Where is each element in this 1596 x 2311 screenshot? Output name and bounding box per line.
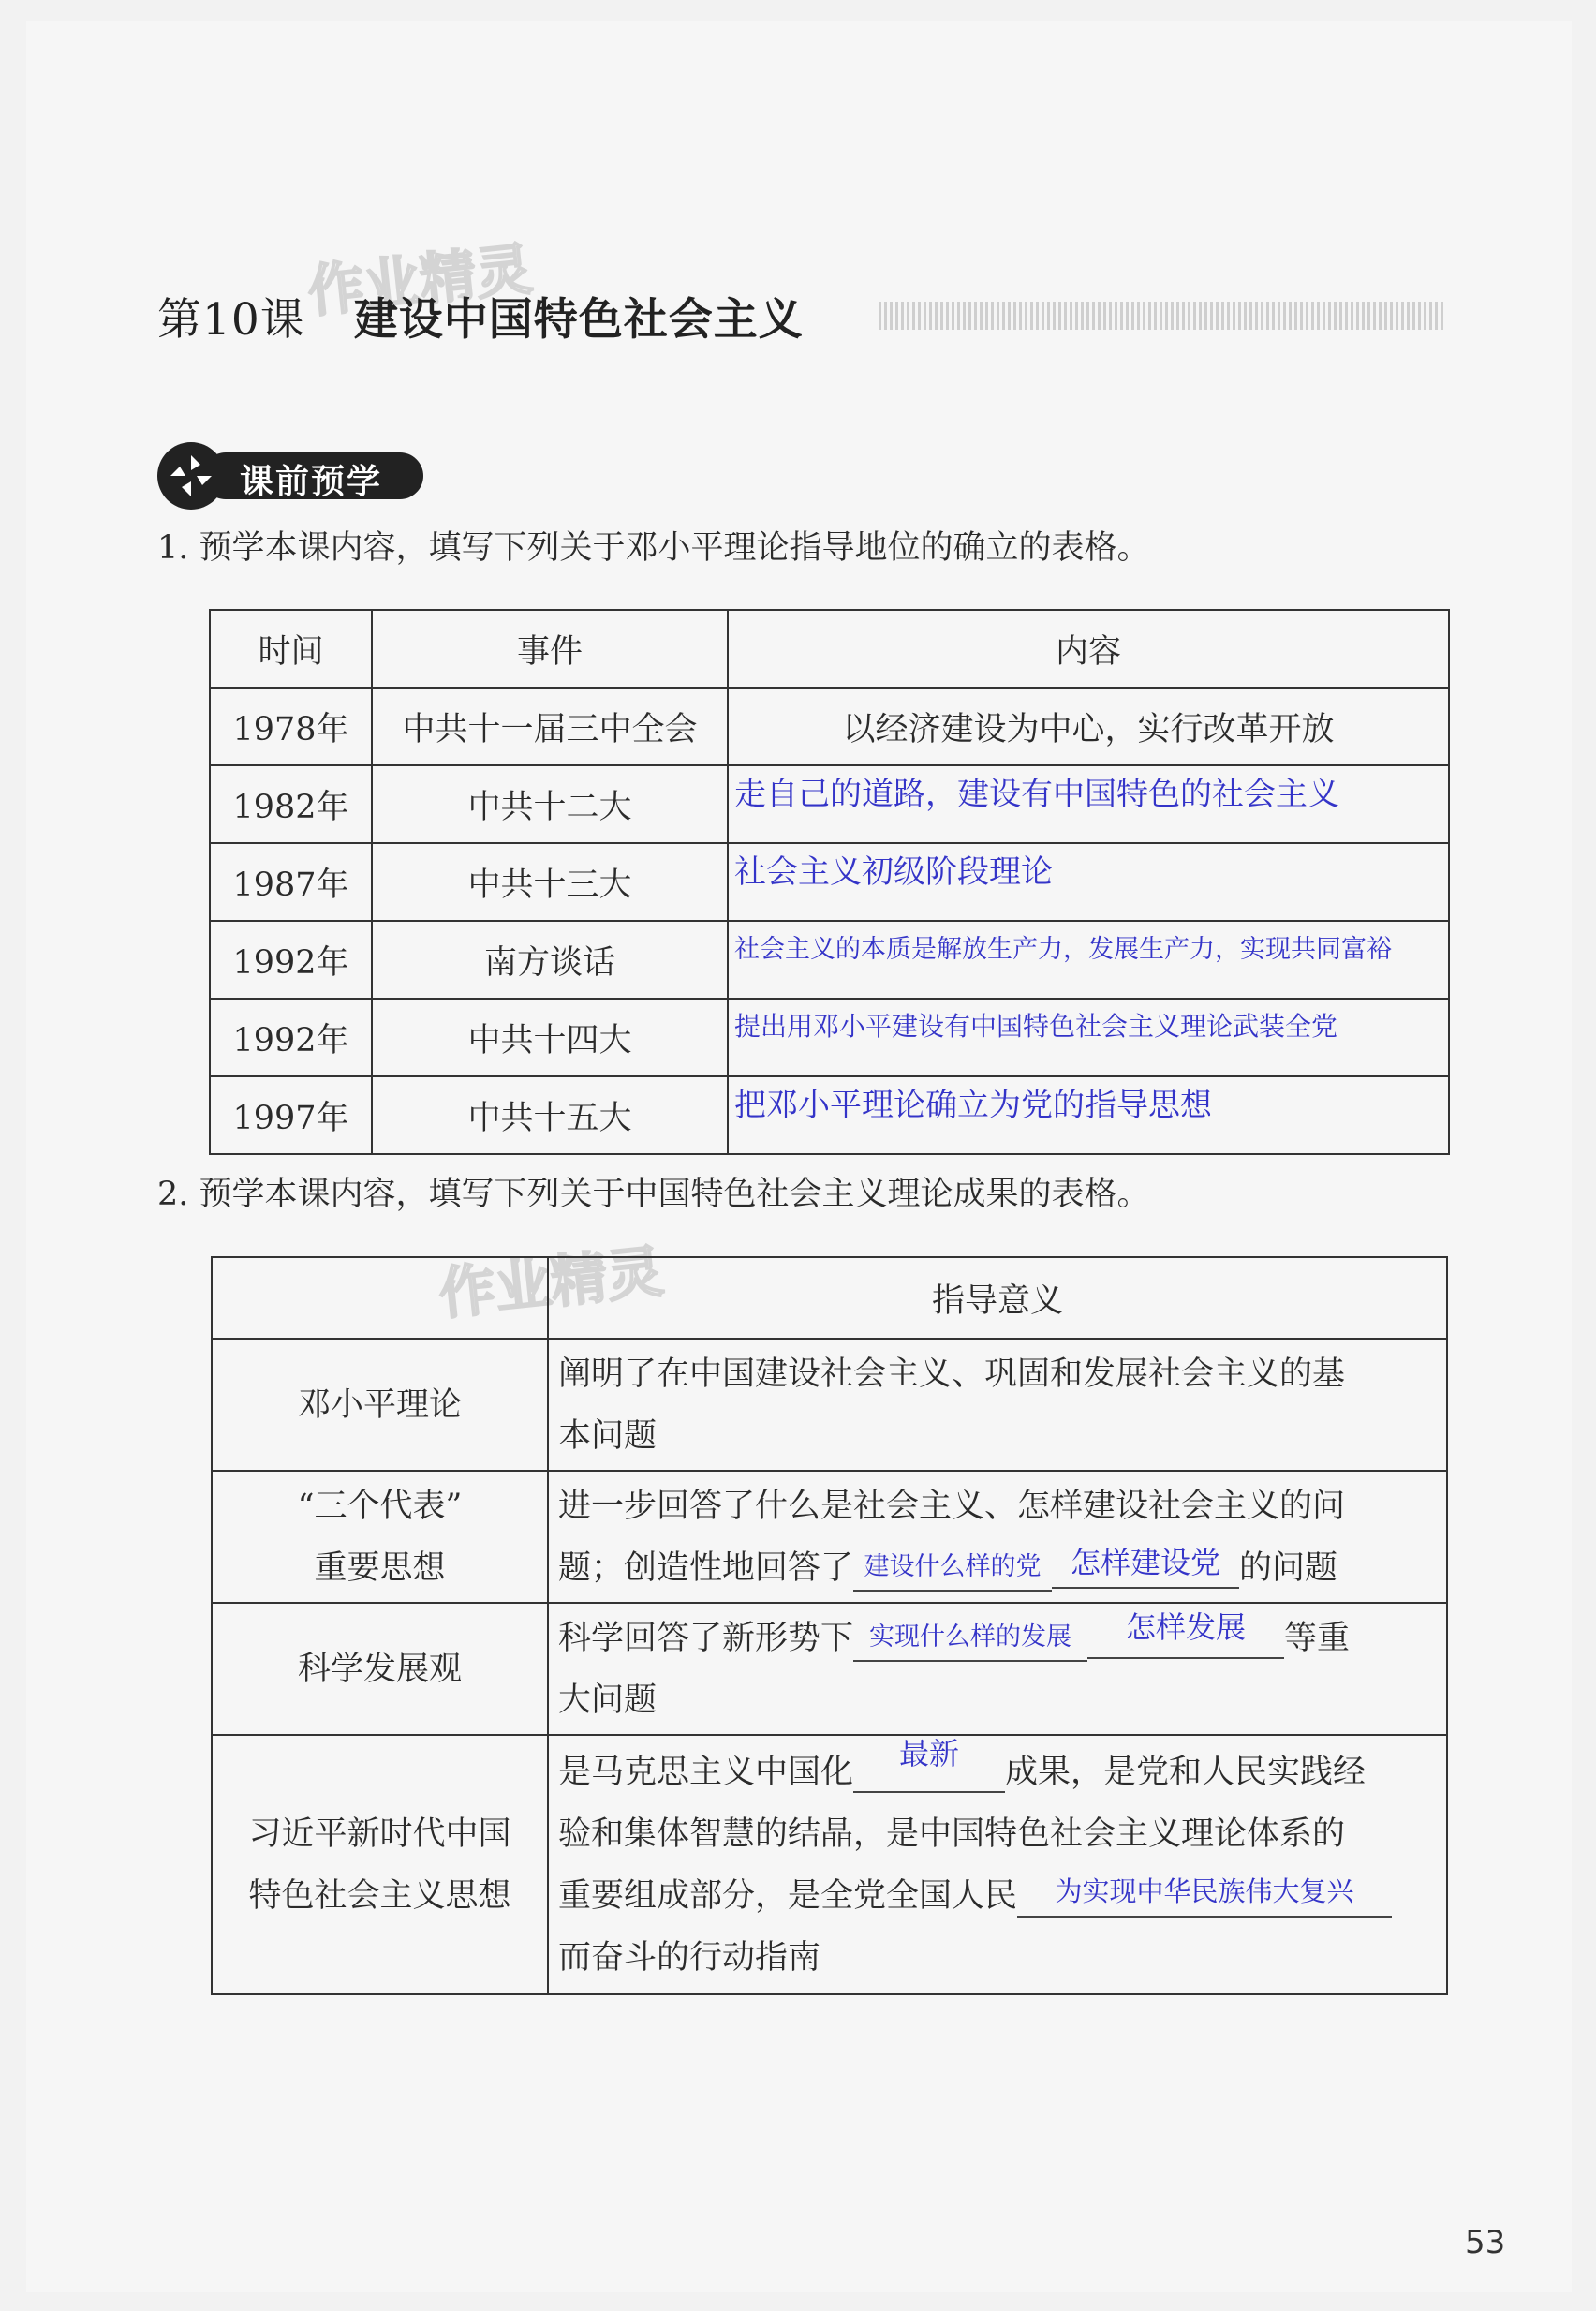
significance-cell (548, 1603, 1447, 1735)
lesson-title-text: 建设中国特色社会主义 (353, 294, 804, 346)
text-line (558, 1735, 1441, 1803)
section-badge (157, 442, 438, 508)
handwritten-answer: 实现什么样的发展 (869, 1622, 1072, 1652)
answer-blank (853, 1735, 1005, 1793)
lesson-number: 第10课 (157, 294, 305, 346)
cell-event: 中共十三大 (372, 843, 728, 921)
cell-time: 1992年 (210, 999, 372, 1076)
table-row (210, 843, 1449, 921)
handwritten-answer: 最新 (899, 1735, 960, 1771)
lesson-title (157, 285, 804, 348)
handwritten-answer: 怎样建设党 (1071, 1544, 1221, 1580)
cell-answer (728, 843, 1449, 921)
theory-name-line: 习近平新时代中国 (248, 1815, 511, 1853)
text-line: 本问题 (558, 1416, 658, 1455)
header-empty (212, 1257, 548, 1339)
cell-time: 1978年 (210, 688, 372, 765)
handwritten-answer: 社会主义初级阶段理论 (734, 853, 1053, 891)
table-row (210, 1076, 1449, 1154)
text-fragment: 题；创造性地回答了 (558, 1548, 854, 1587)
header-content: 内容 (728, 610, 1449, 688)
answer-blank (1052, 1544, 1239, 1589)
page-number: 53 (1465, 2224, 1506, 2261)
theory-name (212, 1471, 548, 1603)
cell-event: 中共十五大 (372, 1076, 728, 1154)
theory-name: 科学发展观 (212, 1603, 548, 1735)
handwritten-answer: 走自己的道路，建设有中国特色的社会主义 (734, 776, 1339, 813)
answer-blank (853, 1620, 1087, 1662)
table-deng-theory (209, 609, 1450, 1155)
handwritten-answer: 建设什么样的党 (864, 1551, 1042, 1581)
text-line: 进一步回答了什么是社会主义、怎样建设社会主义的问 (558, 1487, 1346, 1525)
text-fragment: 是马克思主义中国化 (558, 1753, 854, 1791)
cell-answer (728, 999, 1449, 1076)
handwritten-answer: 把邓小平理论确立为党的指导思想 (734, 1087, 1212, 1124)
text-fragment: 科学回答了新形势下 (558, 1619, 854, 1657)
section-label: 课前预学 (240, 463, 383, 501)
cell-time: 1982年 (210, 765, 372, 843)
title-decoration-bar (879, 302, 1444, 330)
answer-blank (853, 1549, 1052, 1592)
preview-icon (157, 442, 225, 510)
table-header-row (212, 1257, 1447, 1339)
significance-cell (548, 1339, 1447, 1471)
text-line: 而奋斗的行动指南 (558, 1938, 821, 1977)
text-fragment: 等重 (1284, 1619, 1351, 1657)
table-row (210, 765, 1449, 843)
table-header-row (210, 610, 1449, 688)
text-line (558, 1607, 1441, 1669)
workbook-page (26, 21, 1572, 2292)
answer-blank (1017, 1874, 1392, 1918)
theory-name (212, 1735, 548, 1994)
text-line (558, 1537, 1441, 1599)
cell-event: 中共十二大 (372, 765, 728, 843)
table-row (212, 1735, 1447, 1994)
cell-answer (728, 921, 1449, 999)
theory-name-line: 重要思想 (314, 1548, 446, 1587)
header-event: 事件 (372, 610, 728, 688)
theory-name-line: 特色社会主义思想 (248, 1876, 511, 1915)
cell-time: 1992年 (210, 921, 372, 999)
cell-time: 1997年 (210, 1076, 372, 1154)
table-theory-achievements (211, 1256, 1448, 1995)
cell-event: 南方谈话 (372, 921, 728, 999)
table-row (212, 1339, 1447, 1471)
watermark-middle: 作业精灵 (436, 1238, 667, 1328)
cell-answer (728, 765, 1449, 843)
significance-cell (548, 1471, 1447, 1603)
text-line: 阐明了在中国建设社会主义、巩固和发展社会主义的基 (558, 1355, 1346, 1393)
handwritten-answer: 为实现中华民族伟大复兴 (1055, 1874, 1354, 1907)
question-2-prompt: 2. 预学本课内容，填写下列关于中国特色社会主义理论成果的表格。 (157, 1176, 1150, 1213)
table-row (212, 1603, 1447, 1735)
answer-blank (1087, 1608, 1284, 1659)
handwritten-answer: 怎样发展 (1126, 1608, 1247, 1645)
table-row (210, 921, 1449, 999)
table-row (212, 1471, 1447, 1603)
cell-content: 以经济建设为中心，实行改革开放 (728, 688, 1449, 765)
handwritten-answer: 社会主义的本质是解放生产力，发展生产力，实现共同富裕 (734, 934, 1392, 964)
text-line: 大问题 (558, 1681, 658, 1719)
cell-answer (728, 1076, 1449, 1154)
cell-event: 中共十一届三中全会 (372, 688, 728, 765)
text-line (558, 1865, 1441, 1927)
theory-name: 邓小平理论 (212, 1339, 548, 1471)
text-fragment: 的问题 (1239, 1548, 1338, 1587)
text-fragment: 成果，是党和人民实践经 (1005, 1753, 1367, 1791)
handwritten-answer: 提出用邓小平建设有中国特色社会主义理论武装全党 (734, 1010, 1338, 1042)
table-row (210, 688, 1449, 765)
header-time: 时间 (210, 610, 372, 688)
cell-event: 中共十四大 (372, 999, 728, 1076)
table-row (210, 999, 1449, 1076)
significance-cell (548, 1735, 1447, 1994)
header-significance: 指导意义 (548, 1257, 1447, 1339)
text-fragment: 重要组成部分，是全党全国人民 (558, 1876, 1018, 1915)
cell-time: 1987年 (210, 843, 372, 921)
question-1-prompt: 1. 预学本课内容，填写下列关于邓小平理论指导地位的确立的表格。 (157, 529, 1150, 567)
theory-name-line: “三个代表” (297, 1487, 463, 1525)
text-line: 验和集体智慧的结晶，是中国特色社会主义理论体系的 (558, 1815, 1346, 1853)
watermark-top: 作业精灵 (304, 236, 536, 326)
